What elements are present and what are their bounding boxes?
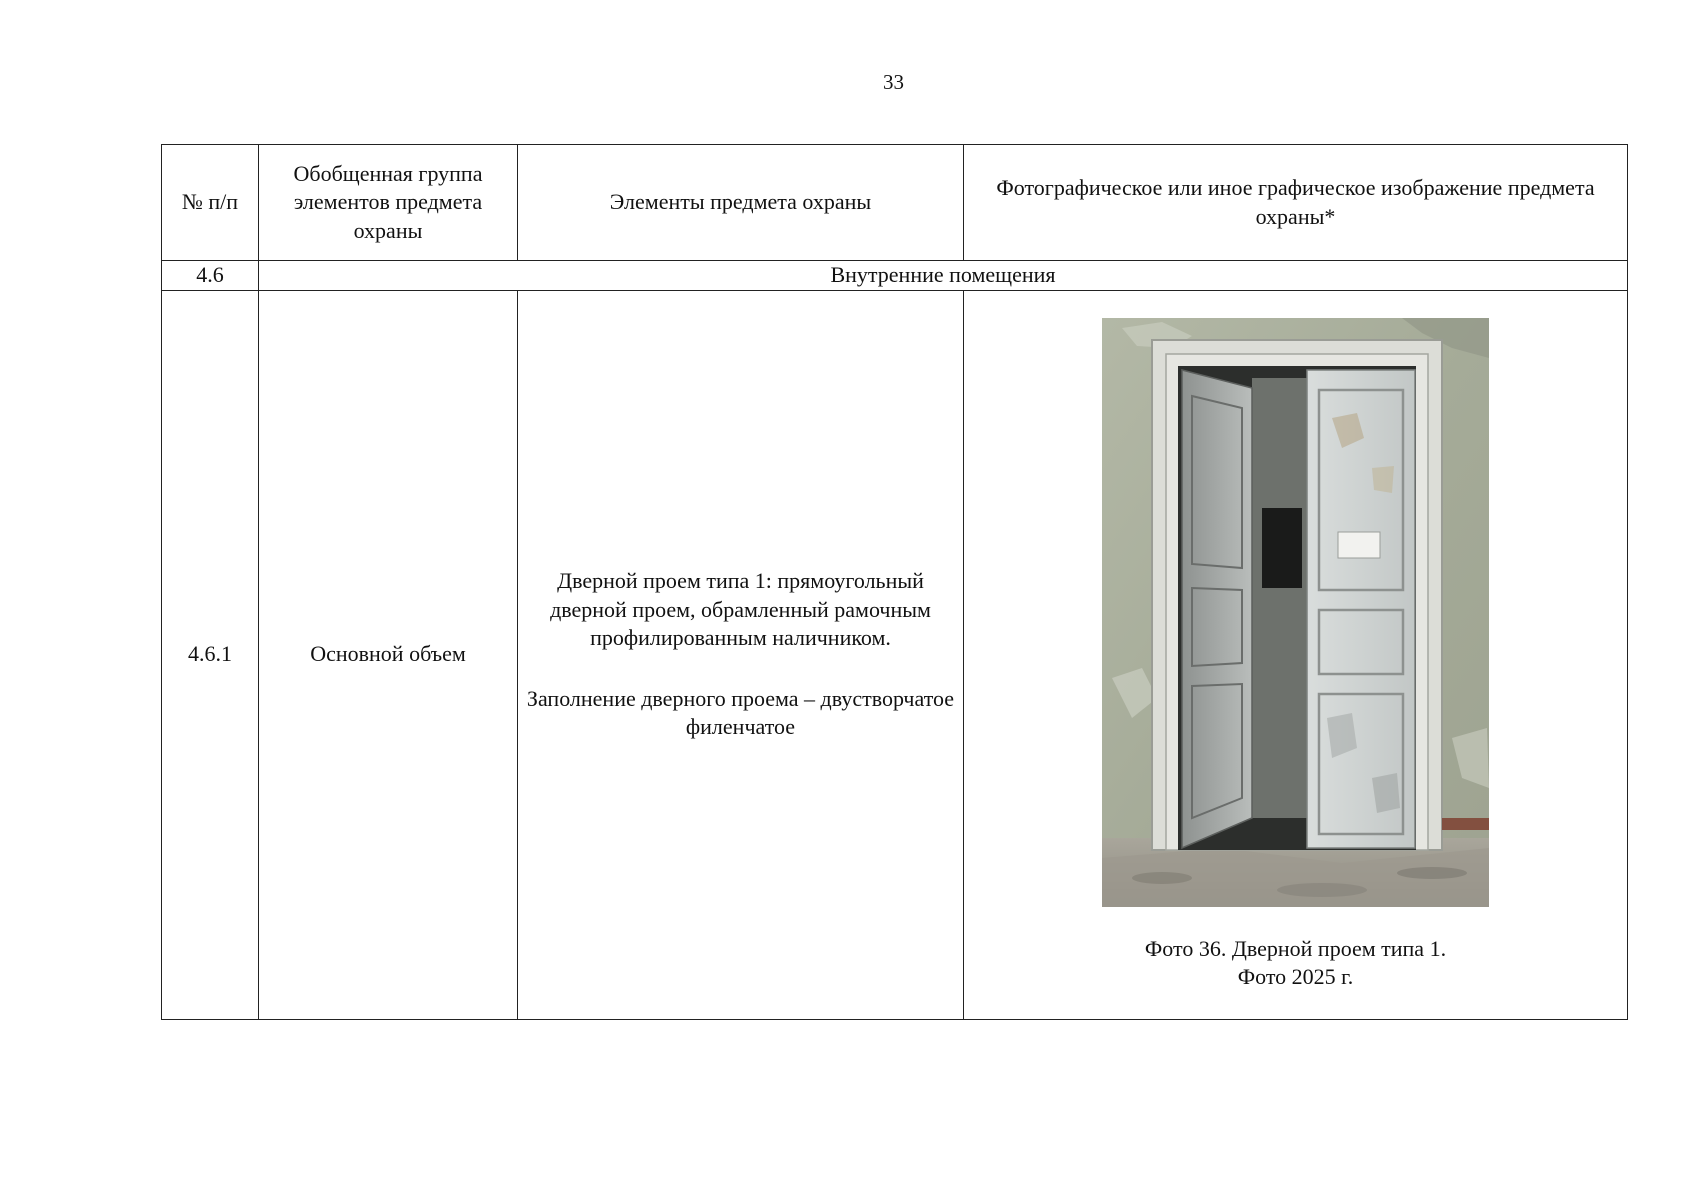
header-group: Обобщенная группа элементов предмета охраны [259,145,518,261]
row-photo [964,290,1628,1019]
page-number: 33 [883,70,904,94]
section-row [162,261,1628,291]
row-num: 4.6.1 [162,290,259,1019]
door-photo-icon [1102,318,1489,907]
table-row [162,290,1628,1019]
elements-paragraph-2: Заполнение дверного проема – двустворчатое филенчатое [526,685,955,740]
header-num: № п/п [162,145,259,261]
photo-caption [970,935,1621,991]
protection-table [161,144,1628,1020]
header-photo: Фотографическое или иное графическое изображение предмета охраны* [964,145,1628,261]
row-group: Основной объем [259,290,518,1019]
caption-line-1: Фото 36. Дверной проем типа 1. [1144,935,1447,961]
section-num: 4.6 [162,261,259,291]
caption-line-2: Фото 2025 г. [1237,963,1354,989]
table-header-row [162,145,1628,261]
row-elements [518,290,964,1019]
section-title: Внутренние помещения [259,261,1628,291]
elements-paragraph-1: Дверной проем типа 1: прямоугольный дверной проем, обрамленный рамочным профилированным наличником. [550,568,931,651]
header-elements: Элементы предмета охраны [518,145,964,261]
